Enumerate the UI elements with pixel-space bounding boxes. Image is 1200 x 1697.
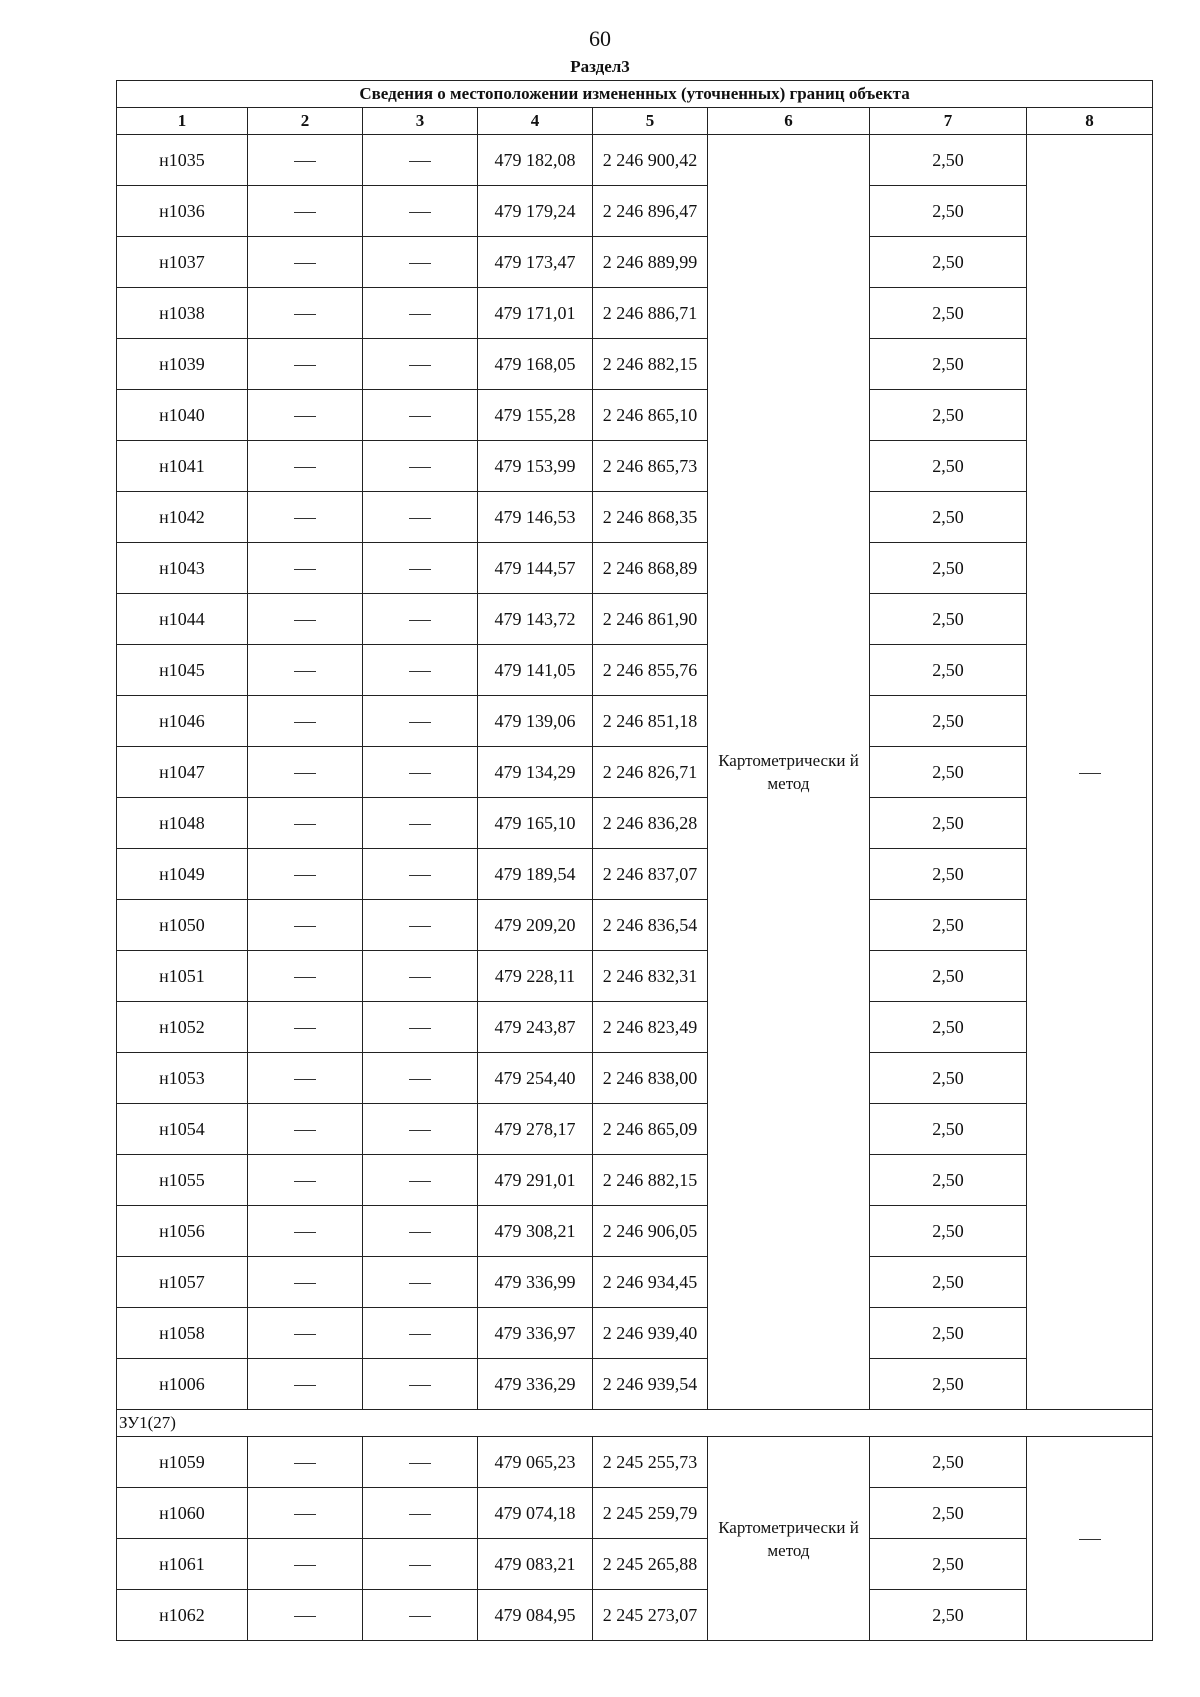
column-header-5: 5 [593, 108, 708, 135]
accuracy-value: 2,50 [870, 492, 1027, 543]
point-name: н1037 [117, 237, 248, 288]
dash-mark [294, 1079, 316, 1080]
y-coordinate: 2 246 836,54 [593, 900, 708, 951]
x-coordinate: 479 139,06 [478, 696, 593, 747]
dash-mark [294, 1514, 316, 1515]
x-coordinate: 479 189,54 [478, 849, 593, 900]
x-coordinate: 479 336,99 [478, 1257, 593, 1308]
dash-mark [409, 1334, 431, 1335]
dash-mark [294, 314, 316, 315]
y-coordinate: 2 245 265,88 [593, 1539, 708, 1590]
y-coordinate: 2 246 838,00 [593, 1053, 708, 1104]
y-coordinate: 2 246 865,73 [593, 441, 708, 492]
col2-value [248, 1104, 363, 1155]
dash-mark [409, 1463, 431, 1464]
col2-value [248, 441, 363, 492]
col3-value [363, 951, 478, 1002]
col2-value [248, 798, 363, 849]
y-coordinate: 2 246 886,71 [593, 288, 708, 339]
table-row [117, 1539, 1153, 1590]
point-name: н1058 [117, 1308, 248, 1359]
col2-value [248, 390, 363, 441]
dash-mark [294, 1028, 316, 1029]
point-name: н1042 [117, 492, 248, 543]
accuracy-value: 2,50 [870, 1002, 1027, 1053]
accuracy-value: 2,50 [870, 1437, 1027, 1488]
table-row [117, 339, 1153, 390]
dash-mark [409, 518, 431, 519]
dash-mark [409, 416, 431, 417]
table-row [117, 696, 1153, 747]
col2-value [248, 1437, 363, 1488]
col3-value [363, 1257, 478, 1308]
col3-value [363, 186, 478, 237]
dash-mark [294, 671, 316, 672]
y-coordinate: 2 246 939,54 [593, 1359, 708, 1410]
x-coordinate: 479 336,97 [478, 1308, 593, 1359]
dash-mark [294, 1232, 316, 1233]
x-coordinate: 479 336,29 [478, 1359, 593, 1410]
x-coordinate: 479 291,01 [478, 1155, 593, 1206]
dash-mark [294, 416, 316, 417]
col3-value [363, 135, 478, 186]
col3-value [363, 1104, 478, 1155]
point-name: н1052 [117, 1002, 248, 1053]
y-coordinate: 2 245 273,07 [593, 1590, 708, 1641]
accuracy-value: 2,50 [870, 1359, 1027, 1410]
col2-value [248, 339, 363, 390]
table-row [117, 390, 1153, 441]
col2-value [248, 1590, 363, 1641]
point-name: н1049 [117, 849, 248, 900]
accuracy-value: 2,50 [870, 849, 1027, 900]
y-coordinate: 2 246 868,89 [593, 543, 708, 594]
dash-mark [409, 1385, 431, 1386]
point-name: н1057 [117, 1257, 248, 1308]
column-header-4: 4 [478, 108, 593, 135]
col3-value [363, 645, 478, 696]
dash-mark [294, 722, 316, 723]
x-coordinate: 479 278,17 [478, 1104, 593, 1155]
accuracy-value: 2,50 [870, 186, 1027, 237]
y-coordinate: 2 246 896,47 [593, 186, 708, 237]
x-coordinate: 479 134,29 [478, 747, 593, 798]
col3-value [363, 1002, 478, 1053]
dash-mark [409, 569, 431, 570]
col3-value [363, 1590, 478, 1641]
dash-mark [1079, 773, 1101, 774]
col3-value [363, 696, 478, 747]
x-coordinate: 479 143,72 [478, 594, 593, 645]
dash-mark [409, 1181, 431, 1182]
point-name: н1053 [117, 1053, 248, 1104]
point-name: н1051 [117, 951, 248, 1002]
point-name: н1039 [117, 339, 248, 390]
dash-mark [294, 620, 316, 621]
col2-value [248, 696, 363, 747]
x-coordinate: 479 168,05 [478, 339, 593, 390]
accuracy-value: 2,50 [870, 747, 1027, 798]
method-cell: Картометрически й метод [708, 1437, 870, 1641]
y-coordinate: 2 246 851,18 [593, 696, 708, 747]
col3-value [363, 747, 478, 798]
dash-mark [409, 1130, 431, 1131]
col2-value [248, 186, 363, 237]
y-coordinate: 2 246 889,99 [593, 237, 708, 288]
dash-mark [409, 773, 431, 774]
dash-mark [409, 1028, 431, 1029]
y-coordinate: 2 246 865,09 [593, 1104, 708, 1155]
column-header-8: 8 [1027, 108, 1153, 135]
dash-mark [409, 1565, 431, 1566]
accuracy-value: 2,50 [870, 1257, 1027, 1308]
method-cell: Картометрически й метод [708, 135, 870, 1410]
y-coordinate: 2 245 255,73 [593, 1437, 708, 1488]
x-coordinate: 479 155,28 [478, 390, 593, 441]
accuracy-value: 2,50 [870, 288, 1027, 339]
point-name: н1060 [117, 1488, 248, 1539]
point-name: н1061 [117, 1539, 248, 1590]
table-row [117, 1437, 1153, 1488]
table-row [117, 1104, 1153, 1155]
dash-mark [409, 1616, 431, 1617]
table-row [117, 747, 1153, 798]
x-coordinate: 479 308,21 [478, 1206, 593, 1257]
table-caption: Сведения о местоположении измененных (уточненных) границ объекта [117, 81, 1153, 108]
accuracy-value: 2,50 [870, 900, 1027, 951]
col2-value [248, 1488, 363, 1539]
x-coordinate: 479 173,47 [478, 237, 593, 288]
y-coordinate: 2 246 934,45 [593, 1257, 708, 1308]
table-row [117, 186, 1153, 237]
table-row [117, 288, 1153, 339]
accuracy-value: 2,50 [870, 1488, 1027, 1539]
column-header-3: 3 [363, 108, 478, 135]
x-coordinate: 479 165,10 [478, 798, 593, 849]
accuracy-value: 2,50 [870, 594, 1027, 645]
col3-value [363, 594, 478, 645]
dash-mark [1079, 1539, 1101, 1540]
point-name: н1036 [117, 186, 248, 237]
dash-mark [409, 263, 431, 264]
x-coordinate: 479 146,53 [478, 492, 593, 543]
col3-value [363, 390, 478, 441]
dash-mark [294, 263, 316, 264]
point-name: н1054 [117, 1104, 248, 1155]
table-row [117, 441, 1153, 492]
col3-value [363, 1488, 478, 1539]
dash-mark [294, 1565, 316, 1566]
col3-value [363, 1053, 478, 1104]
group-label: ЗУ1(27) [117, 1410, 1153, 1437]
col3-value [363, 1206, 478, 1257]
accuracy-value: 2,50 [870, 1053, 1027, 1104]
point-name: н1055 [117, 1155, 248, 1206]
x-coordinate: 479 074,18 [478, 1488, 593, 1539]
x-coordinate: 479 153,99 [478, 441, 593, 492]
dash-mark [409, 212, 431, 213]
dash-mark [294, 824, 316, 825]
accuracy-value: 2,50 [870, 441, 1027, 492]
col3-value [363, 849, 478, 900]
accuracy-value: 2,50 [870, 237, 1027, 288]
dash-mark [294, 1283, 316, 1284]
col2-value [248, 594, 363, 645]
point-name: н1050 [117, 900, 248, 951]
y-coordinate: 2 246 882,15 [593, 339, 708, 390]
y-coordinate: 2 246 868,35 [593, 492, 708, 543]
col2-value [248, 1308, 363, 1359]
accuracy-value: 2,50 [870, 951, 1027, 1002]
x-coordinate: 479 065,23 [478, 1437, 593, 1488]
dash-mark [294, 1334, 316, 1335]
dash-mark [409, 875, 431, 876]
table-row [117, 594, 1153, 645]
section-title: Раздел3 [570, 57, 630, 76]
dash-mark [294, 1385, 316, 1386]
accuracy-value: 2,50 [870, 1590, 1027, 1641]
table-row [117, 798, 1153, 849]
point-name: н1056 [117, 1206, 248, 1257]
col3-value [363, 441, 478, 492]
col2-value [248, 237, 363, 288]
dash-mark [409, 620, 431, 621]
y-coordinate: 2 246 837,07 [593, 849, 708, 900]
dash-mark [294, 1463, 316, 1464]
col3-value [363, 900, 478, 951]
table-row [117, 135, 1153, 186]
accuracy-value: 2,50 [870, 645, 1027, 696]
col3-value [363, 492, 478, 543]
x-coordinate: 479 209,20 [478, 900, 593, 951]
y-coordinate: 2 246 906,05 [593, 1206, 708, 1257]
x-coordinate: 479 243,87 [478, 1002, 593, 1053]
dash-mark [294, 773, 316, 774]
col3-value [363, 1359, 478, 1410]
y-coordinate: 2 246 826,71 [593, 747, 708, 798]
column-header-6: 6 [708, 108, 870, 135]
dash-mark [294, 977, 316, 978]
x-coordinate: 479 141,05 [478, 645, 593, 696]
dash-mark [409, 824, 431, 825]
point-name: н1043 [117, 543, 248, 594]
table-row [117, 1002, 1153, 1053]
x-coordinate: 479 228,11 [478, 951, 593, 1002]
y-coordinate: 2 246 882,15 [593, 1155, 708, 1206]
x-coordinate: 479 182,08 [478, 135, 593, 186]
x-coordinate: 479 083,21 [478, 1539, 593, 1590]
dash-mark [294, 467, 316, 468]
col8-cell [1027, 135, 1153, 1410]
col2-value [248, 1257, 363, 1308]
dash-mark [294, 1130, 316, 1131]
table-row [117, 237, 1153, 288]
accuracy-value: 2,50 [870, 1104, 1027, 1155]
dash-mark [409, 722, 431, 723]
col3-value [363, 237, 478, 288]
dash-mark [294, 161, 316, 162]
y-coordinate: 2 246 823,49 [593, 1002, 708, 1053]
x-coordinate: 479 254,40 [478, 1053, 593, 1104]
table-row [117, 1257, 1153, 1308]
col2-value [248, 543, 363, 594]
col2-value [248, 951, 363, 1002]
dash-mark [294, 212, 316, 213]
y-coordinate: 2 246 865,10 [593, 390, 708, 441]
col3-value [363, 798, 478, 849]
table-row [117, 1590, 1153, 1641]
table-row [117, 951, 1153, 1002]
accuracy-value: 2,50 [870, 1206, 1027, 1257]
accuracy-value: 2,50 [870, 543, 1027, 594]
y-coordinate: 2 246 836,28 [593, 798, 708, 849]
dash-mark [409, 926, 431, 927]
point-name: н1048 [117, 798, 248, 849]
point-name: н1040 [117, 390, 248, 441]
table-row [117, 1053, 1153, 1104]
point-name: н1035 [117, 135, 248, 186]
accuracy-value: 2,50 [870, 390, 1027, 441]
col2-value [248, 1206, 363, 1257]
dash-mark [409, 1232, 431, 1233]
accuracy-value: 2,50 [870, 1539, 1027, 1590]
table-row [117, 1308, 1153, 1359]
y-coordinate: 2 246 832,31 [593, 951, 708, 1002]
x-coordinate: 479 144,57 [478, 543, 593, 594]
col3-value [363, 1155, 478, 1206]
accuracy-value: 2,50 [870, 339, 1027, 390]
col8-cell [1027, 1437, 1153, 1641]
x-coordinate: 479 171,01 [478, 288, 593, 339]
accuracy-value: 2,50 [870, 696, 1027, 747]
point-name: н1006 [117, 1359, 248, 1410]
col3-value [363, 1539, 478, 1590]
col3-value [363, 288, 478, 339]
col2-value [248, 900, 363, 951]
dash-mark [409, 314, 431, 315]
dash-mark [294, 365, 316, 366]
table-row [117, 1359, 1153, 1410]
dash-mark [294, 875, 316, 876]
point-name: н1047 [117, 747, 248, 798]
dash-mark [409, 1283, 431, 1284]
dash-mark [294, 1181, 316, 1182]
point-name: н1045 [117, 645, 248, 696]
dash-mark [409, 365, 431, 366]
col3-value [363, 1308, 478, 1359]
col2-value [248, 288, 363, 339]
col2-value [248, 645, 363, 696]
table-row [117, 1155, 1153, 1206]
col2-value [248, 1053, 363, 1104]
table-row [117, 1488, 1153, 1539]
dash-mark [294, 1616, 316, 1617]
col2-value [248, 849, 363, 900]
point-name: н1062 [117, 1590, 248, 1641]
boundary-coordinates-table [116, 80, 1153, 1641]
col2-value [248, 1002, 363, 1053]
accuracy-value: 2,50 [870, 135, 1027, 186]
y-coordinate: 2 246 861,90 [593, 594, 708, 645]
point-name: н1059 [117, 1437, 248, 1488]
point-name: н1044 [117, 594, 248, 645]
dash-mark [409, 161, 431, 162]
dash-mark [294, 926, 316, 927]
dash-mark [409, 467, 431, 468]
y-coordinate: 2 246 939,40 [593, 1308, 708, 1359]
col2-value [248, 492, 363, 543]
point-name: н1046 [117, 696, 248, 747]
dash-mark [409, 977, 431, 978]
table-row [117, 1206, 1153, 1257]
column-header-1: 1 [117, 108, 248, 135]
col2-value [248, 1359, 363, 1410]
dash-mark [294, 518, 316, 519]
table-row [117, 492, 1153, 543]
point-name: н1038 [117, 288, 248, 339]
column-header-row [117, 108, 1153, 135]
accuracy-value: 2,50 [870, 1308, 1027, 1359]
table-row [117, 900, 1153, 951]
table-row [117, 849, 1153, 900]
x-coordinate: 479 179,24 [478, 186, 593, 237]
dash-mark [409, 1514, 431, 1515]
y-coordinate: 2 246 855,76 [593, 645, 708, 696]
column-header-7: 7 [870, 108, 1027, 135]
col3-value [363, 1437, 478, 1488]
point-name: н1041 [117, 441, 248, 492]
dash-mark [409, 1079, 431, 1080]
dash-mark [409, 671, 431, 672]
col2-value [248, 747, 363, 798]
accuracy-value: 2,50 [870, 798, 1027, 849]
col2-value [248, 1155, 363, 1206]
column-header-2: 2 [248, 108, 363, 135]
col2-value [248, 1539, 363, 1590]
table-row [117, 645, 1153, 696]
page-number: 60 [589, 26, 611, 51]
table-row [117, 543, 1153, 594]
y-coordinate: 2 245 259,79 [593, 1488, 708, 1539]
x-coordinate: 479 084,95 [478, 1590, 593, 1641]
dash-mark [294, 569, 316, 570]
col3-value [363, 543, 478, 594]
col2-value [248, 135, 363, 186]
group-label-row [117, 1410, 1153, 1437]
col3-value [363, 339, 478, 390]
accuracy-value: 2,50 [870, 1155, 1027, 1206]
y-coordinate: 2 246 900,42 [593, 135, 708, 186]
